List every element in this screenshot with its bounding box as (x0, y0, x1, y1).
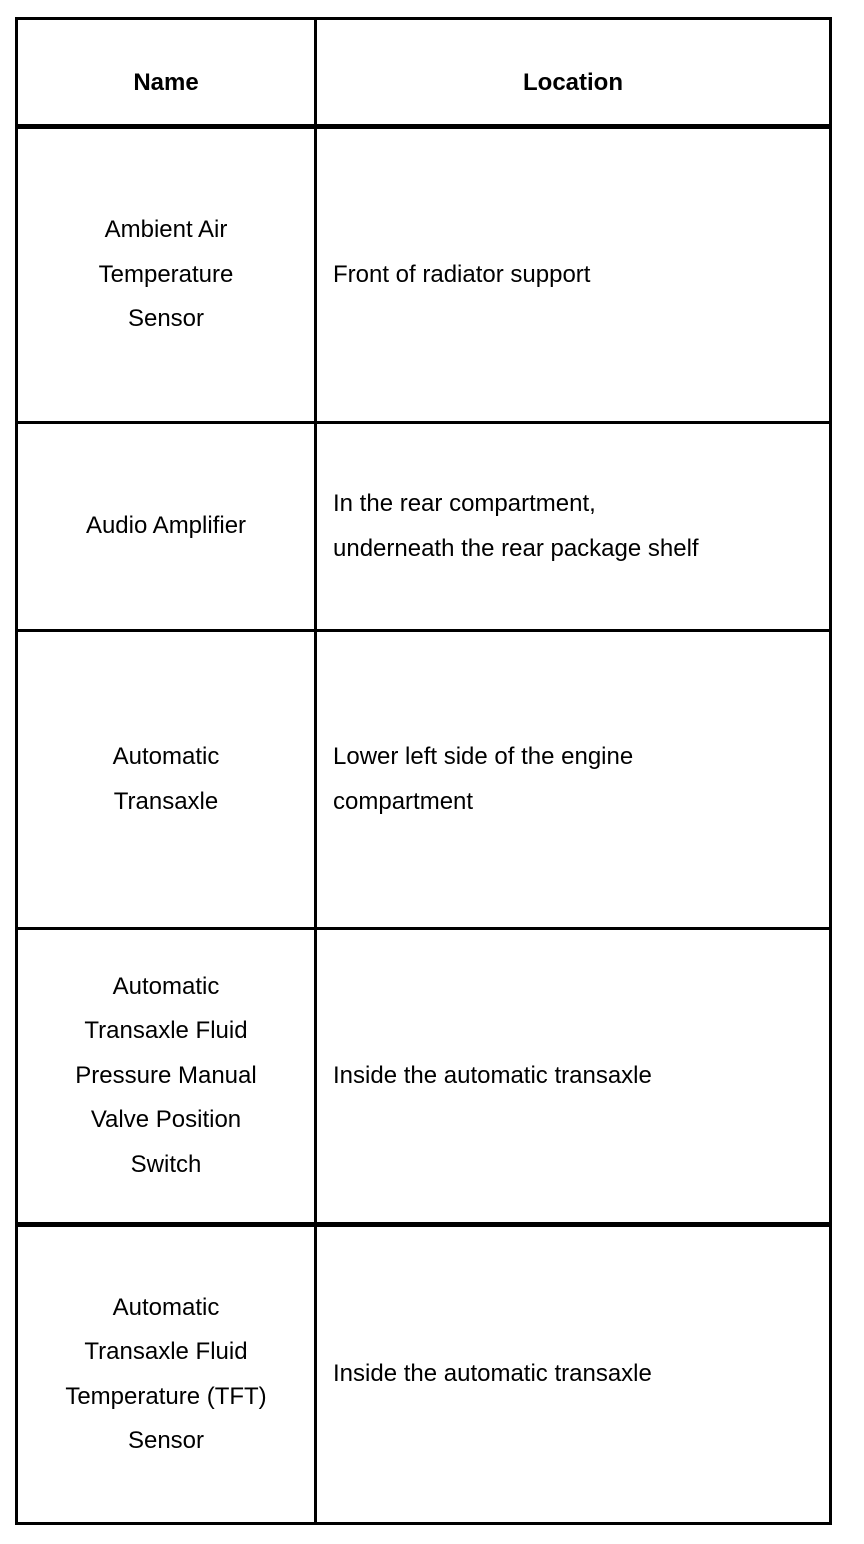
component-name: Audio Amplifier (85, 512, 247, 540)
header-location-label: Location (523, 68, 623, 96)
table-row-name (18, 632, 314, 927)
component-location: Inside the automatic transaxle (333, 1360, 652, 1388)
header-name (18, 20, 314, 124)
table-row-location (317, 632, 829, 927)
table-row-location (317, 930, 829, 1222)
header-location (317, 20, 829, 124)
component-location: In the rear compartment, underneath the rear package shelf (333, 490, 699, 562)
component-name: Ambient Air Temperature Sensor (98, 216, 234, 333)
component-name: Automatic Transaxle Fluid Pressure Manual Valve Position Switch (75, 972, 257, 1178)
table-border-right (829, 17, 832, 1525)
table-row-name (18, 1227, 314, 1522)
table-row-location (317, 424, 829, 629)
component-name: Automatic Transaxle (112, 743, 220, 815)
table-row-name (18, 129, 314, 421)
component-location: Front of radiator support (333, 260, 591, 288)
component-location: Lower left side of the engine compartment (333, 743, 634, 815)
table-border-bottom (15, 1522, 832, 1525)
table-row-location (317, 129, 829, 421)
component-location: Inside the automatic transaxle (333, 1061, 652, 1089)
component-name: Automatic Transaxle Fluid Temperature (TFT) Sensor (65, 1293, 267, 1454)
table-row-name (18, 930, 314, 1222)
table-row-name (18, 424, 314, 629)
header-name-label: Name (133, 68, 199, 96)
table-row-location (317, 1227, 829, 1522)
